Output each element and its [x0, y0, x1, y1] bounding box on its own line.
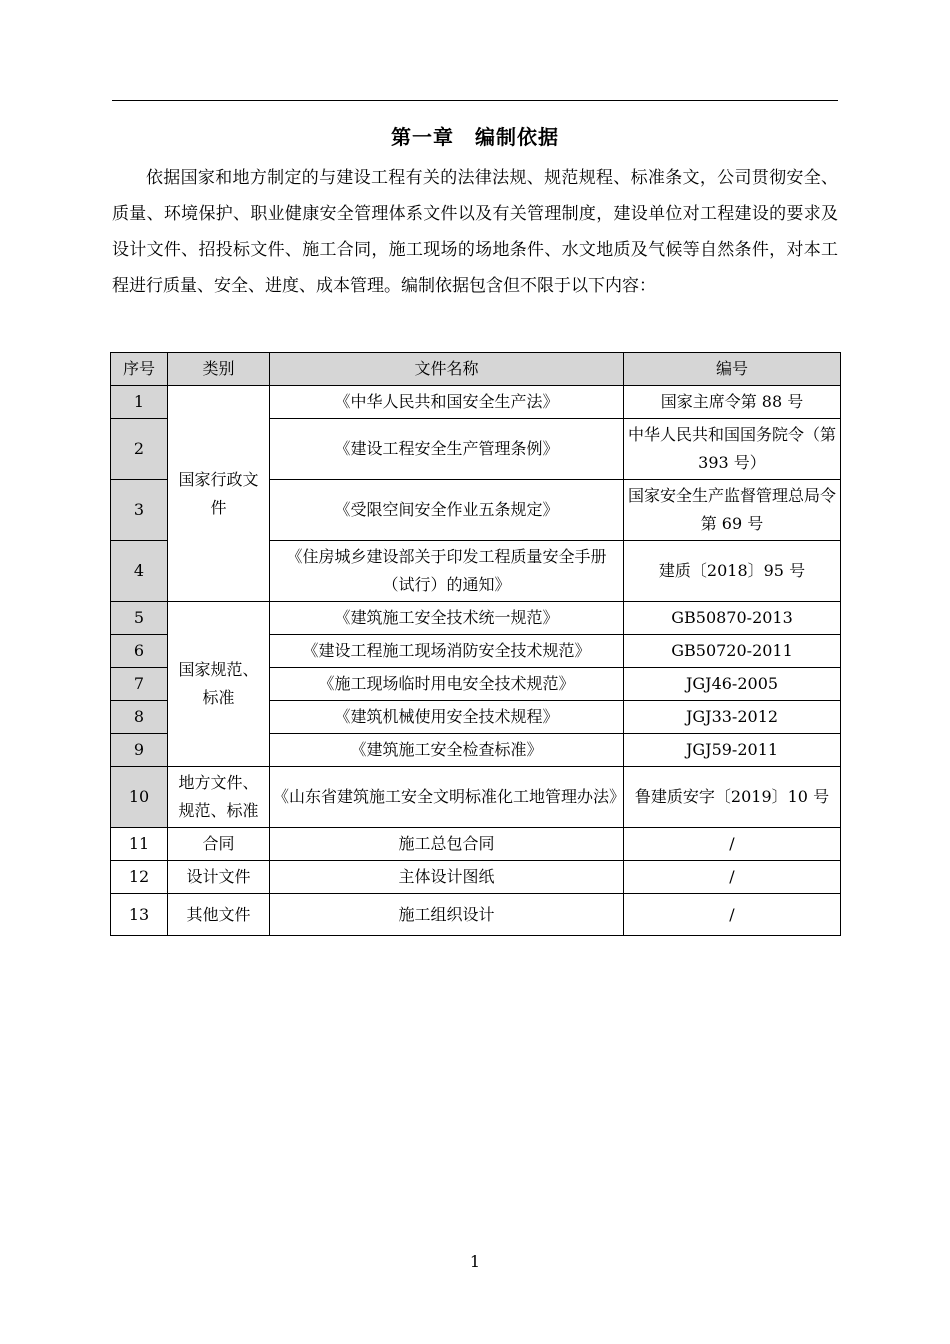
- doc-name: 《建设工程施工现场消防安全技术规范》: [270, 635, 624, 668]
- intro-paragraph: 依据国家和地方制定的与建设工程有关的法律法规、规范规程、标准条文，公司贯彻安全、质量、环境保护、职业健康安全管理体系文件以及有关管理制度，建设单位对工程建设的要求及设计文件、招投标文件、施工合同，施工现场的场地条件、水文地质及气候等自然条件，对本工程进行质量、安全、进度、成本管理。编制依据包含但不限于以下内容：: [112, 168, 838, 296]
- doc-code: 国家主席令第 88 号: [624, 386, 841, 419]
- doc-name: 《建筑机械使用安全技术规程》: [270, 701, 624, 734]
- doc-code: JGJ33-2012: [624, 701, 841, 734]
- doc-code: JGJ59-2011: [624, 734, 841, 767]
- doc-name: 《受限空间安全作业五条规定》: [270, 480, 624, 541]
- doc-code: 建质〔2018〕95 号: [624, 541, 841, 602]
- header-category: 类别: [168, 353, 270, 386]
- header-rule: [112, 100, 838, 101]
- doc-name: 主体设计图纸: [270, 861, 624, 894]
- row-number: 11: [111, 828, 168, 861]
- category-cell: 地方文件、规范、标准: [168, 767, 270, 828]
- doc-name: 《建筑施工安全检查标准》: [270, 734, 624, 767]
- header-seq: 序号: [111, 353, 168, 386]
- doc-name: 《山东省建筑施工安全文明标准化工地管理办法》: [270, 767, 624, 828]
- row-number: 7: [111, 668, 168, 701]
- table-row: [111, 386, 841, 419]
- doc-code: /: [624, 861, 841, 894]
- doc-code: GB50870-2013: [624, 602, 841, 635]
- row-number: 2: [111, 419, 168, 480]
- doc-name: 《住房城乡建设部关于印发工程质量安全手册（试行）的通知》: [270, 541, 624, 602]
- category-cell: 其他文件: [168, 894, 270, 936]
- row-number: 10: [111, 767, 168, 828]
- page-number: 1: [469, 1252, 481, 1271]
- row-number: 4: [111, 541, 168, 602]
- header-doc-name: 文件名称: [270, 353, 624, 386]
- category-cell: 设计文件: [168, 861, 270, 894]
- category-cell: 合同: [168, 828, 270, 861]
- row-number: 5: [111, 602, 168, 635]
- table-header-row: [111, 353, 841, 386]
- table-row: [111, 828, 841, 861]
- doc-code: 中华人民共和国国务院令（第 393 号）: [624, 419, 841, 480]
- category-cell: 国家行政文件: [168, 386, 270, 602]
- doc-code: /: [624, 894, 841, 936]
- table-row: [111, 894, 841, 936]
- row-number: 9: [111, 734, 168, 767]
- header-code: 编号: [624, 353, 841, 386]
- doc-name: 《中华人民共和国安全生产法》: [270, 386, 624, 419]
- doc-code: GB50720-2011: [624, 635, 841, 668]
- doc-name: 《施工现场临时用电安全技术规范》: [270, 668, 624, 701]
- category-cell: 国家规范、标准: [168, 602, 270, 767]
- row-number: 3: [111, 480, 168, 541]
- basis-table: [110, 352, 841, 936]
- row-number: 13: [111, 894, 168, 936]
- doc-code: 国家安全生产监督管理总局令第 69 号: [624, 480, 841, 541]
- row-number: 6: [111, 635, 168, 668]
- doc-code: JGJ46-2005: [624, 668, 841, 701]
- doc-code: /: [624, 828, 841, 861]
- doc-code: 鲁建质安字〔2019〕10 号: [624, 767, 841, 828]
- table-row: [111, 767, 841, 828]
- table-row: [111, 861, 841, 894]
- table-row: [111, 602, 841, 635]
- row-number: 1: [111, 386, 168, 419]
- row-number: 12: [111, 861, 168, 894]
- doc-name: 《建筑施工安全技术统一规范》: [270, 602, 624, 635]
- row-number: 8: [111, 701, 168, 734]
- doc-name: 施工组织设计: [270, 894, 624, 936]
- chapter-title: 第一章 编制依据: [391, 125, 559, 149]
- doc-name: 施工总包合同: [270, 828, 624, 861]
- doc-name: 《建设工程安全生产管理条例》: [270, 419, 624, 480]
